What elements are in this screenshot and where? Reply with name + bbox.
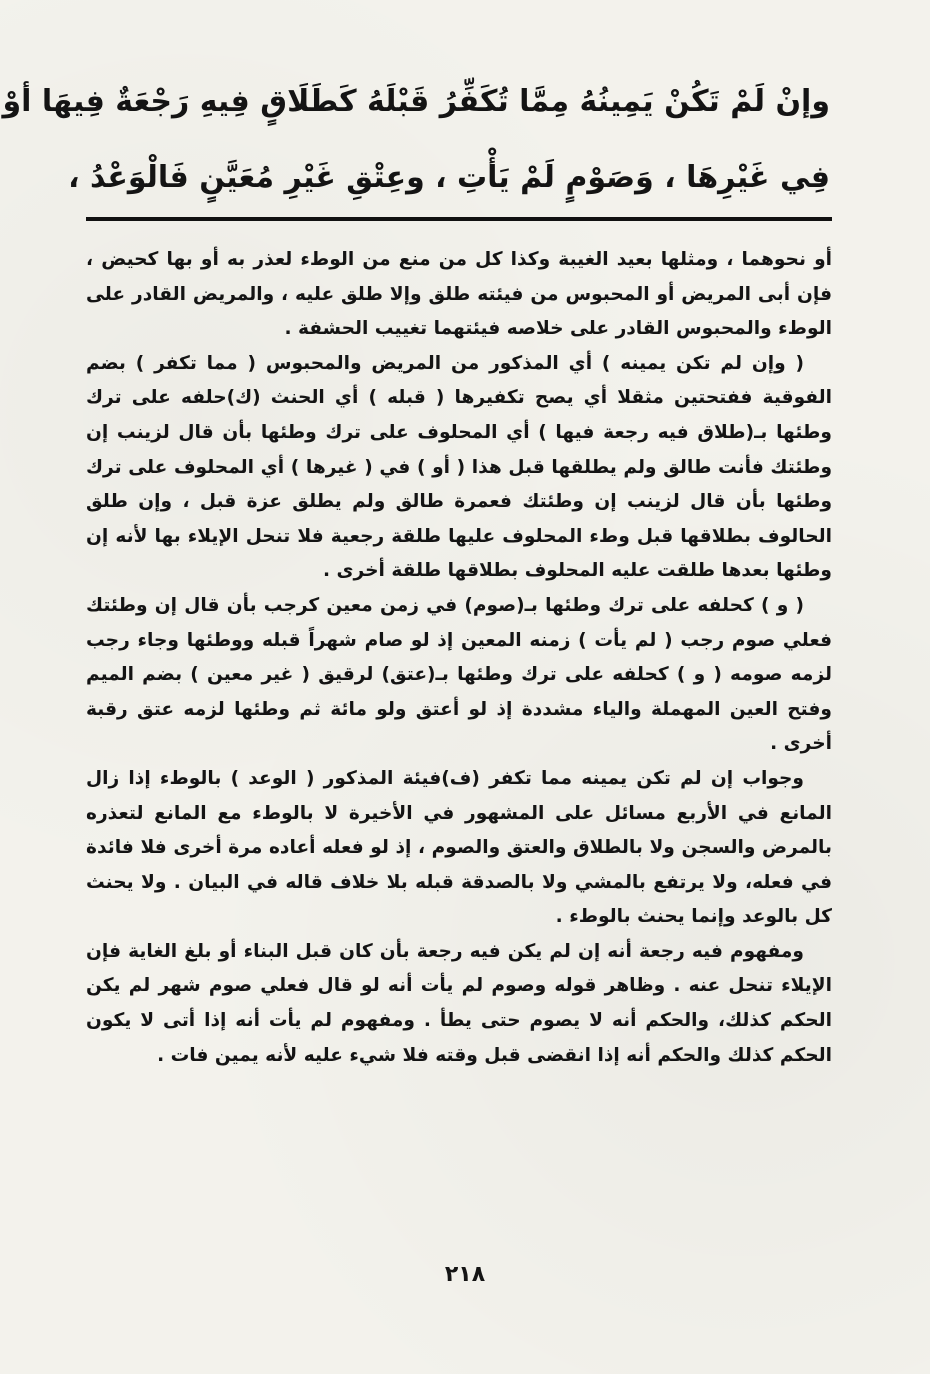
commentary-paragraph: أو نحوهما ، ومثلها بعيد الغيبة وكذا كل من منع من الوطء لعذر به أو بها كحيض ، فإن أبى المريض أو المحبوس من فيئته طلق وإلا طلق عليه ، والمريض القادر على الوطء والمحبوس القادر على خلاصه فيئتهما تغييب الحشفة . (86, 249, 832, 340)
matn-line-1: وإنْ لَمْ تَكُنْ يَمِينُهُ مِمَّا تُكَفِّرُ قَبْلَهُ كَطَلَاقٍ فِيهِ رَجْعَةٌ فِيهَا أوْ (2, 84, 830, 119)
commentary-paragraph: ومفهوم فيه رجعة أنه إن لم يكن فيه رجعة بأن كان قبل البناء أو بلغ الغاية فإن الإيلاء تنحل عنه . وظاهر قوله وصوم لم يأت أنه لو قال فعلي صوم شهر لم يكن الحكم كذلك، والحكم أنه لا يصوم حتى يطأ . ومفهوم لم يأت أنه إذا أتى لا يكون الحكم كذلك والحكم أنه إذا انقضى قبل وقته فلا شيء عليه لأنه يمين فات . (86, 940, 832, 1066)
matn-line-2: فِي غَيْرِهَا ، وَصَوْمٍ لَمْ يَأْتِ ، وعِتْقِ غَيْرِ مُعَيَّنٍ فَالْوَعْدُ ، (68, 160, 830, 195)
commentary-paragraph: ( و ) كحلفه على ترك وطئها بـ(صوم) في زمن معين كرجب بأن قال إن وطئتك فعلي صوم رجب ( لم يأت ) زمنه المعين إذ لو صام شهراً قبله ووطئها وجاء رجب لزمه صومه ( و ) كحلفه على ترك وطئها بـ(عتق) لرقيق ( غير معين ) بضم الميم وفتح العين المهملة والياء مشددة إذ لو أعتق ولو مائة ثم وطئها لزمه عتق رقبة أخرى . (86, 594, 832, 755)
commentary-body (86, 243, 832, 1073)
commentary-paragraph: ( وإن لم تكن يمينه ) أي المذكور من المريض والمحبوس ( مما تكفر ) بضم الفوقية ففتحتين مثقلا أي يصح تكفيرها ( قبله ) أي الحنث (ك)حلفه على ترك وطئها بـ(طلاق فيه رجعة فيها ) أي المحلوف على ترك وطئها بأن قال لزينب إن وطئتك فأنت طالق ولم يطلقها قبل هذا ( أو ) في ( غيرها ) أي المحلوف على ترك وطئها بأن قال لزينب إن وطئتك فعمرة طالق ولم يطلق عزة قبل ، وإن طلق الحالوف بطلاقها قبل وطء المحلوف عليها طلقة رجعية فلا تنحل الإيلاء بها لأنه إن وطئها بعدها طلقت عليه المحلوف بطلاقها طلقة أخرى . (86, 352, 832, 582)
horizontal-rule (86, 217, 832, 221)
commentary-paragraph: وجواب إن لم تكن يمينه مما تكفر (ف)فيئة المذكور ( الوعد ) بالوطء إذا زال المانع في الأربع مسائل على المشهور في الأخيرة لا بالوطء مع المانع لتعذره بالمرض والسجن ولا بالطلاق والعتق والصوم ، إذ لو فعله أعاده مرة أخرى فلا فائدة في فعله، ولا يرتفع بالمشي ولا بالصدقة قبله بلا خلاف قاله في البيان . ولا يحنث كل بالوعد وإنما يحنث بالوطء . (86, 767, 832, 928)
page-number: ٢١٨ (444, 1262, 486, 1287)
